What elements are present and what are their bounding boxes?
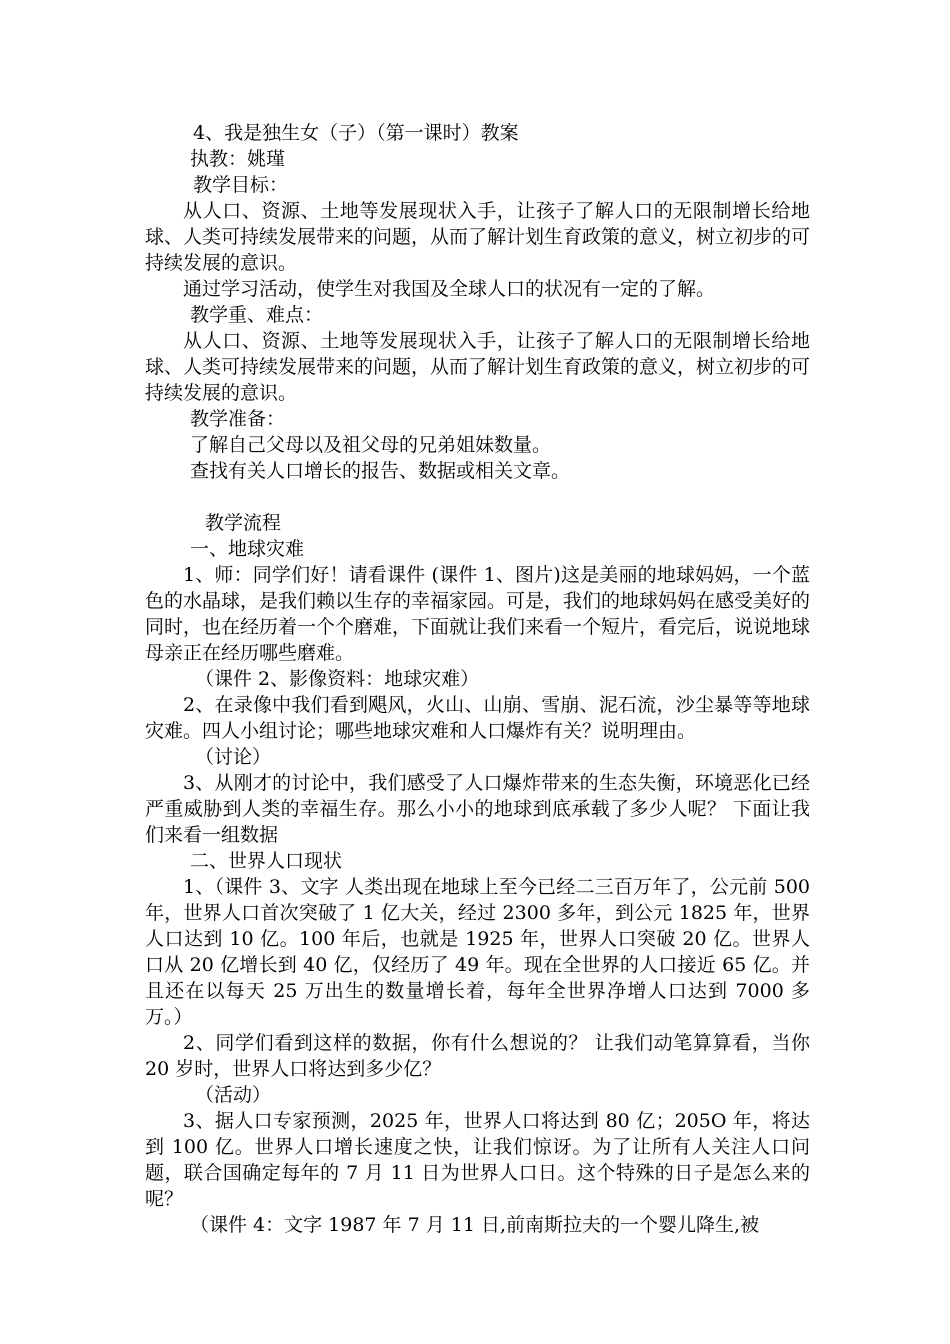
section2-paragraph-4: （课件 4：文字 1987 年 7 月 11 日,前南斯拉夫的一个婴儿降生,被 (190, 1214, 760, 1236)
section1-paragraph-3: 3、从刚才的讨论中，我们感受了人口爆炸带来的生态失衡，环境恶化已经严重威胁到人类的幸福生存。那么小小的地球到底承载了多少人呢？ 下面让我们来看一组数据 (145, 772, 810, 846)
section1-paragraph-2: 2、在录像中我们看到飓风，火山、山崩、雪崩、泥石流，沙尘暴等等地球灾难。四人小组讨论；哪些地球灾难和人口爆炸有关？说明理由。 (145, 694, 810, 742)
flow-heading: 教学流程 (205, 512, 282, 534)
section1-note-1: （课件 2、影像资料：地球灾难） (195, 668, 480, 690)
goal-paragraph-1: 从人口、资源、土地等发展现状入手，让孩子了解人口的无限制增长给地球、人类可持续发展带来的问题，从而了解计划生育政策的意义，树立初步的可持续发展的意识。 (145, 200, 811, 274)
goals-heading: 教学目标： (193, 174, 289, 196)
section-heading-2: 二、世界人口现状 (190, 850, 343, 872)
keypoint-paragraph: 从人口、资源、土地等发展现状入手，让孩子了解人口的无限制增长给地球、人类可持续发展带来的问题，从而了解计划生育政策的意义，树立初步的可持续发展的意识。 (145, 330, 811, 404)
doc-title: 4、我是独生女（子）（第一课时）教案 (193, 122, 519, 144)
section1-note-2: （讨论） (195, 746, 272, 768)
section1-paragraph-1: 1、师：同学们好！请看课件 (课件 1、图片)这是美丽的地球妈妈，一个蓝色的水晶球，是我们赖以生存的幸福家园。可是，我们的地球妈妈在感受美好的同时，也在经历着一个个磨难，下面就让我们来看一个短片，看完后，说说地球母亲正在经历哪些磨难。 (145, 564, 811, 664)
keypoints-heading: 教学重、难点： (190, 304, 324, 326)
section2-paragraph-1: 1、（课件 3、文字 人类出现在地球上至今已经二三百万年了，公元前 500 年，世界人口首次突破了 1 亿大关，经过 2300 多年，到公元 1825 年，世界人口达到 10 亿。100 年后，也就是 1925 年，世界人口突破 20 亿。世界人口从 20 亿增长到 40 亿，仅经历了 49 年。现在全世界的人口接近 65 亿。并且还在以每天 25 万出生的数量增长着，每年全世界净增人口达到 7000 多万。） (145, 876, 810, 1028)
section-heading-1: 一、地球灾难 (190, 538, 305, 560)
goal-paragraph-2: 通过学习活动，使学生对我国及全球人口的状况有一定的了解。 (183, 278, 716, 300)
section2-note: （活动） (195, 1084, 272, 1106)
prep-item-2: 查找有关人口增长的报告、数据或相关文章。 (190, 460, 571, 482)
section2-paragraph-2: 2、同学们看到这样的数据，你有什么想说的？ 让我们动笔算算看，当你 20 岁时，世界人口将达到多少亿？ (145, 1032, 810, 1080)
teacher-line: 执教：姚瑾 (190, 148, 286, 170)
prep-item-1: 了解自己父母以及祖父母的兄弟姐妹数量。 (190, 434, 552, 456)
spacer (145, 484, 810, 510)
section2-paragraph-3: 3、据人口专家预测，2025 年，世界人口将达到 80 亿；205O 年，将达到 100 亿。世界人口增长速度之快，让我们惊讶。为了让所有人关注人口问题，联合国确定每年的 7 月 11 日为世界人口日。这个特殊的日子是怎么来的呢？ (145, 1110, 810, 1210)
prep-heading: 教学准备： (190, 408, 286, 430)
document-body (145, 120, 810, 1238)
